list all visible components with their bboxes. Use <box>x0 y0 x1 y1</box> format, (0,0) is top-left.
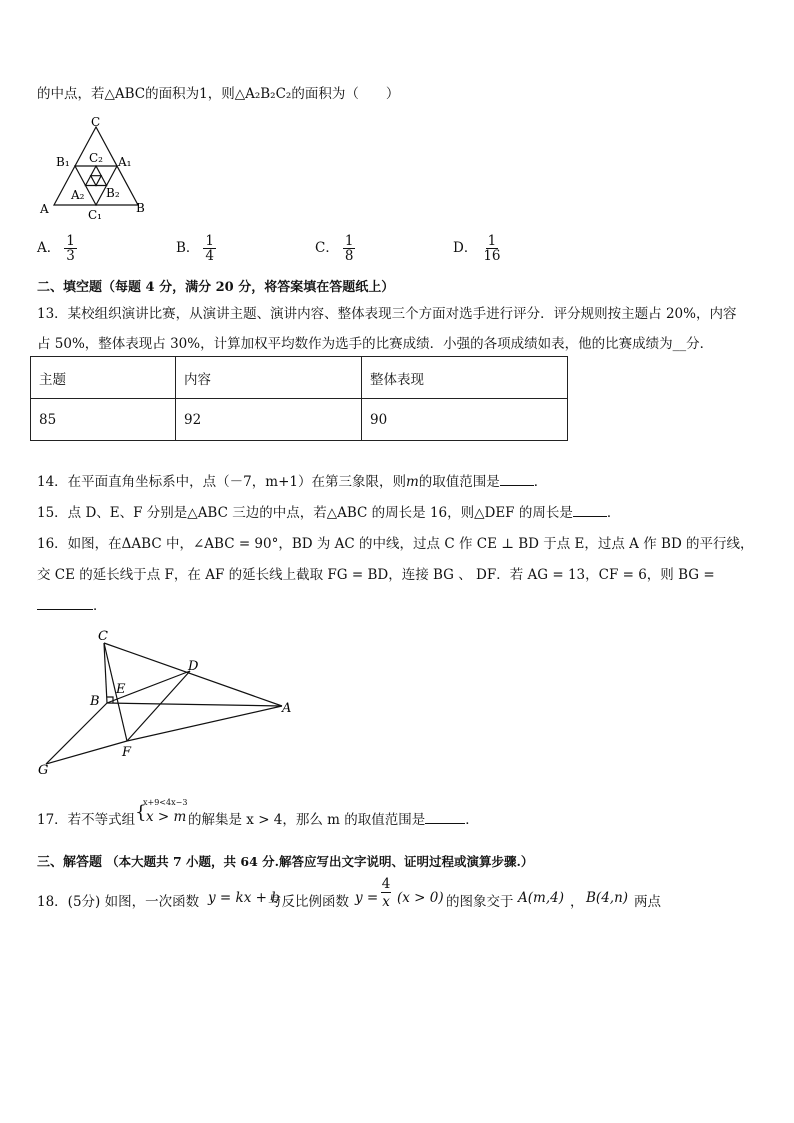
q18-separator: ， <box>570 894 584 910</box>
q15: 15．点 D、E、F 分别是△ABC 三边的中点，若△ABC 的周长是 16，则△DEF 的周长是 ． <box>37 505 621 521</box>
label-g: G <box>38 763 49 778</box>
q18-linear-function: y = kx + b <box>208 890 280 906</box>
section2-title: 二、填空题（每题 4 分，满分 20 分，将答案填在答题纸上） <box>37 280 395 295</box>
label-d: D <box>188 659 199 674</box>
q18-suffix: 两点 <box>634 894 661 910</box>
q17-system-top: x+9<4x−3 <box>143 798 188 807</box>
q18-point-b: B(4,n) <box>586 890 629 906</box>
q12-option-a: A． $\frac{1}{3}$ <box>37 233 75 265</box>
label-b: B <box>136 201 145 215</box>
q12-triangle-figure <box>36 115 156 223</box>
label-c: C <box>98 629 108 644</box>
q18-mid: 与反比例函数 <box>268 894 349 910</box>
header-performance: 整体表现 <box>362 357 568 399</box>
q18-inverse-left: y = <box>355 890 379 906</box>
q18-mid2: 的图象交于 <box>446 894 514 910</box>
q17-brace: { <box>135 802 147 823</box>
q17-prefix: 17．若不等式组 <box>37 812 136 828</box>
label-b: B <box>90 694 100 709</box>
value-content: 92 <box>176 399 362 441</box>
table-row <box>31 399 568 441</box>
label-a: A <box>40 202 49 216</box>
label-e: E <box>116 682 126 697</box>
label-a1: A₁ <box>118 155 132 169</box>
q18-condition: (x > 0) <box>397 890 444 906</box>
q16-geometry-figure <box>34 628 294 778</box>
q14: 14．在平面直角坐标系中，点（－7，m+1）在第三象限，则m的取值范围是 ． <box>37 474 548 490</box>
label-c2: C₂ <box>89 151 103 165</box>
table-row <box>31 357 568 399</box>
value-performance: 90 <box>362 399 568 441</box>
q18-prefix: 18．(5分) 如图，一次函数 <box>37 894 200 910</box>
label-b1: B₁ <box>56 155 70 169</box>
label-f: F <box>122 745 132 760</box>
q12-option-d: D． $\frac{1}{16}$ <box>453 233 501 265</box>
q18-point-a: A(m,4) <box>518 890 564 906</box>
q13-line1: 13．某校组织演讲比赛，从演讲主题、演讲内容、整体表现三个方面对选手进行评分．评分规则按主题占 20%，内容 <box>37 306 737 322</box>
q12-option-c: C． $\frac{1}{8}$ <box>315 233 354 265</box>
q16-line1: 16．如图，在ΔABC 中，∠ABC = 90°，BD 为 AC 的中线，过点 C 作 CE ⊥ BD 于点 E，过点 A 作 BD 的平行线， <box>37 536 754 552</box>
q12-stem: 的中点，若△ABC的面积为1，则△A₂B₂C₂的面积为（ ） <box>37 86 400 102</box>
header-content: 内容 <box>176 357 362 399</box>
value-theme: 85 <box>31 399 176 441</box>
q17-system-bottom: x > m <box>146 809 187 825</box>
q18-inverse-denominator: x <box>382 894 390 910</box>
q13-line2: 占 50%，整体表现占 30%，计算加权平均数作为选手的比赛成绩．小强的各项成绩如表，他的比赛成绩为__分． <box>37 336 714 352</box>
q12-option-b: B． $\frac{1}{4}$ <box>176 233 215 265</box>
label-c1: C₁ <box>88 208 102 222</box>
q13-score-table <box>30 356 568 441</box>
label-b2: B₂ <box>106 186 120 200</box>
q16-blank-line: ． <box>37 594 107 614</box>
label-a: A <box>282 701 292 716</box>
q16-line2: 交 CE 的延长线于点 F，在 AF 的延长线上截取 FG = BD，连接 BG 、 DF．若 AG = 13，CF = 6，则 BG = <box>37 567 715 583</box>
q16-answer-blank[interactable] <box>37 597 93 610</box>
q17-answer-blank[interactable] <box>425 811 465 824</box>
section3-header: 三、解答题 （本大题共 7 小题，共 64 分.解答应写出文字说明、证明过程或演算步骤.） <box>37 854 534 870</box>
label-c: C <box>91 115 101 129</box>
header-theme: 主题 <box>31 357 176 399</box>
q15-answer-blank[interactable] <box>573 504 607 517</box>
q14-answer-blank[interactable] <box>500 473 534 486</box>
label-a2: A₂ <box>71 188 85 202</box>
q17-rest: 的解集是 x > 4，那么 m 的取值范围是 ． <box>188 812 479 828</box>
q18-inverse-numerator: 4 <box>381 876 391 892</box>
